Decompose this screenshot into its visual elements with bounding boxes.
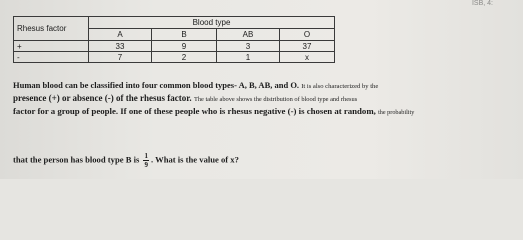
table-header-type-ab: AB (217, 29, 280, 41)
paragraph-line-2 (13, 93, 357, 103)
paragraph-line-3-tail: the probability (378, 109, 415, 116)
paragraph-line-3-main: factor for a group of people. If one of these people who is rhesus negative (-) is chosen at random, (13, 106, 376, 116)
table-cell: x (280, 52, 335, 63)
table-header-type-a: A (89, 29, 152, 41)
paragraph-line-2-main: presence (+) or absence (-) of the rhesus factor. (13, 93, 192, 103)
probability-fraction (143, 152, 149, 169)
table-cell: 2 (152, 52, 217, 63)
fraction-denominator: 9 (144, 161, 148, 169)
table-cell: 37 (280, 41, 335, 52)
table-cell-factor: + (14, 41, 89, 52)
table-row-positive (14, 41, 335, 52)
table-row-negative (14, 52, 335, 63)
paragraph-line-1 (13, 80, 378, 90)
table-header-type-b: B (152, 29, 217, 41)
blood-type-table (13, 16, 335, 63)
question-suffix: . What is the value of x? (150, 154, 239, 165)
table-cell: 9 (152, 41, 217, 52)
paragraph-line-1-main: Human blood can be classified into four common blood types- A, B, AB, and O. (13, 80, 300, 90)
paragraph-line-2-tail: The table above shows the distribution of blood type and rhesus (193, 96, 358, 103)
table-cell-factor: - (14, 52, 89, 63)
question-line (13, 152, 239, 169)
paragraph-line-1-tail: It is also characterized by the (301, 83, 379, 90)
page-header-mark: ISB, 4: (471, 0, 493, 7)
question-prefix: that the person has blood type B is (13, 154, 140, 165)
table-cell: 33 (89, 41, 152, 52)
table-cell: 3 (217, 41, 280, 52)
fraction-numerator: 1 (144, 152, 148, 160)
table-cell: 1 (217, 52, 280, 63)
table-cell: 7 (89, 52, 152, 63)
table-header-blood-type: Blood type (89, 17, 335, 29)
table-header-type-o: O (280, 29, 335, 41)
table-header-rhesus-factor: Rhesus factor (14, 17, 89, 41)
paragraph-line-3 (13, 106, 414, 116)
